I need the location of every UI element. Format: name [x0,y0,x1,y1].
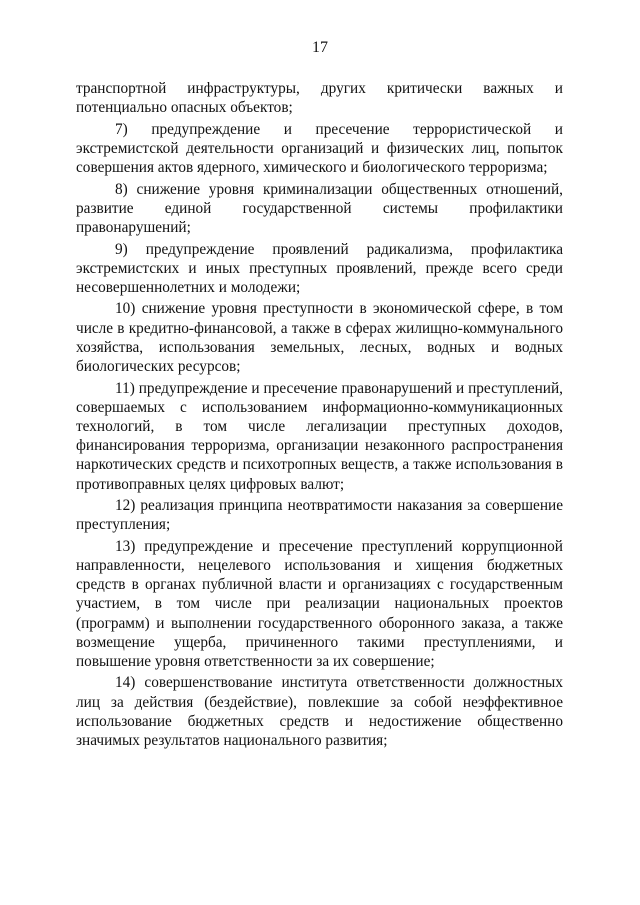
list-item-12: 12) реализация принципа неотвратимости наказания за совершение преступления; [76,497,563,534]
list-item-8: 8) снижение уровня криминализации общественных отношений, развитие единой государственной системы профилактики правонарушений; [76,180,563,237]
list-item-11: 11) предупреждение и пресечение правонарушений и преступлений, совершаемых с использованием информационно-коммуникационных технологий, в том числе легализации преступных доходов, финансирования терроризма, организации незаконного распространения наркотических средств и психотропных веществ, а также использования в противоправных целях цифровых валют; [76,379,563,493]
list-item-14: 14) совершенствование института ответственности должностных лиц за действия (бездействие), повлекшие за собой неэффективное использование бюджетных средств и недостижение общественно значимых результатов национального развития; [76,674,563,750]
document-body [76,79,563,753]
list-item-10: 10) снижение уровня преступности в экономической сфере, в том числе в кредитно-финансовой, а также в сферах жилищно-коммунального хозяйства, использования земельных, лесных, водных и водных биологических ресурсов; [76,300,563,376]
list-item-7: 7) предупреждение и пресечение террористической и экстремистской деятельности организаций и физических лиц, попыток совершения актов ядерного, химического и биологического терроризма; [76,120,563,177]
page-number: 17 [312,39,328,56]
list-item-13: 13) предупреждение и пресечение преступлений коррупционной направленности, нецелевого использования и хищения бюджетных средств в органах публичной власти и организациях с государственным участием, в том числе при реализации национальных проектов (программ) и выполнении государственного оборонного заказа, а также возмещение ущерба, причиненного такими преступлениями, и повышение уровня ответственности за их совершение; [76,537,563,670]
paragraph-continuation: транспортной инфраструктуры, других критически важных и потенциально опасных объектов; [76,80,563,117]
list-item-9: 9) предупреждение проявлений радикализма, профилактика экстремистских и иных преступных проявлений, прежде всего среди несовершеннолетних и молодежи; [76,240,563,296]
